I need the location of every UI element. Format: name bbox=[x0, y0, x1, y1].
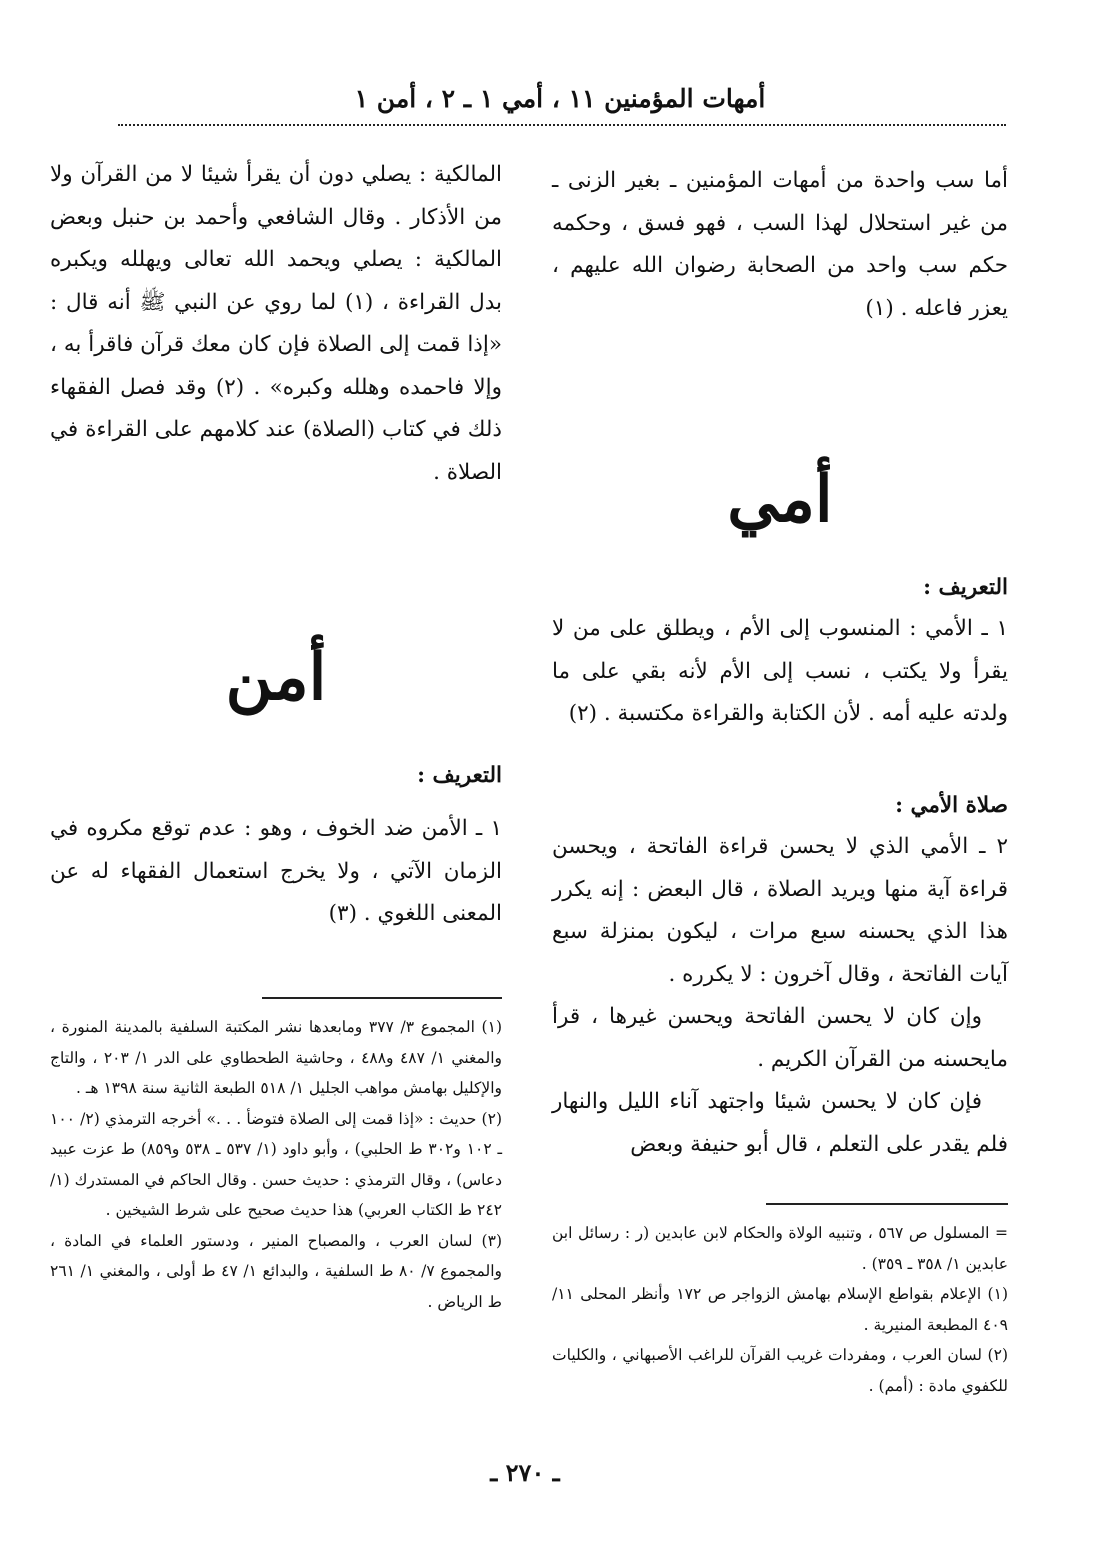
footnote: (١) الإعلام بقواطع الإسلام بهامش الزواجر ص ١٧٢ وأنظر المحلى ١١/ ٤٠٩ المطبعة المنيرية . bbox=[552, 1285, 1008, 1334]
definition-paragraph: ١ ـ الأمن ضد الخوف ، وهو : عدم توقع مكروه في الزمان الآتي ، ولا يخرج استعمال الفقهاء له عن المعنى اللغوي . (٣) bbox=[50, 816, 502, 926]
entry-title-amn: أمن bbox=[225, 640, 327, 715]
continuation-paragraph: المالكية : يصلي دون أن يقرأ شيئا لا من القرآن ولا من الأذكار . وقال الشافعي وأحمد بن حنبل وبعض المالكية : يصلي ويحمد الله تعالى ويهلله ويكبره بدل القراءة ، (١) لما روي عن النبي ﷺ أنه قال : «إذا قمت إلى الصلاة فإن كان معك قرآن فاقرأ به ، وإلا فاحمده وهلله وكبره» . (٢) وقد فصل الفقهاء ذلك في كتاب (الصلاة) عند كلامهم على القراءة في الصلاة . bbox=[50, 162, 503, 485]
footnote-divider bbox=[262, 997, 502, 999]
definition-heading: التعريف : bbox=[923, 575, 1008, 600]
footnote: (٢) لسان العرب ، ومفردات غريب القرآن للراغب الأصبهاني ، والكليات للكفوي مادة : (أمم) . bbox=[552, 1346, 1008, 1395]
footnote: (٣) لسان العرب ، والمصباح المنير ، ودستور العلماء في المادة ، والمجموع ٧/ ٨٠ ط السلفية ، والبدائع ١/ ٤٧ ط أولى ، والمغني ١/ ٢٦١ ط الرياض . bbox=[50, 1231, 502, 1311]
intro-paragraph: أما سب واحدة من أمهات المؤمنين ـ بغير الزنى ـ من غير استحلال لهذا السب ، فهو فسق ، وحكمه حكم سب واحد من الصحابة رضوان الله عليهم ، يعزر فاعله . (١) bbox=[552, 168, 1008, 321]
entry-title-ummi: أمي bbox=[727, 462, 833, 537]
definition-paragraph: ١ ـ الأمي : المنسوب إلى الأم ، ويطلق على من لا يقرأ ولا يكتب ، نسب إلى الأم لأنه بقي على ما ولدته عليه أمه . لأن الكتابة والقراءة مكتسبة . (٢) bbox=[552, 616, 1008, 726]
prayer-paragraph: وإن كان لا يحسن الفاتحة ويحسن غيرها ، قرأ مايحسنه من القرآن الكريم . bbox=[552, 1004, 1008, 1072]
running-header: أمهات المؤمنين ١١ ، أمي ١ ـ ٢ ، أمن ١ bbox=[354, 84, 766, 113]
page-number: ـ ٢٧٠ ـ bbox=[490, 1458, 560, 1487]
ummi-prayer-section bbox=[552, 786, 1008, 1166]
continuation-block bbox=[50, 154, 502, 494]
header-divider bbox=[118, 124, 1006, 126]
prayer-heading: صلاة الأمي : bbox=[895, 793, 1008, 818]
footnote: (٢) حديث : «إذا قمت إلى الصلاة فتوضأ . . .» أخرجه الترمذي (٢/ ١٠٠ ـ ١٠٢ و٣٠٢ ط الحلبي) ، وأبو داود (١/ ٥٣٧ ـ ٥٣٨ و٨٥٩) ط عزت عبيد دعاس) ، وقال الترمذي : حديث حسن . وقال الحاكم في المستدرك (١/ ٢٤٢ ط الكتاب العربي) هذا حديث صحيح على شرط الشيخين . bbox=[50, 1109, 503, 1219]
right-footnotes bbox=[552, 1218, 1008, 1401]
definition-heading: التعريف : bbox=[417, 763, 502, 788]
intro-block bbox=[552, 160, 1008, 330]
ummi-definition-section bbox=[552, 568, 1008, 736]
prayer-paragraph: ٢ ـ الأمي الذي لا يحسن قراءة الفاتحة ، ويحسن قراءة آية منها ويريد الصلاة ، قال البعض : إنه يكرر هذا الذي يحسنه سبع مرات ، ليكون بمنزلة سبع آيات الفاتحة ، وقال آخرون : لا يكرره . bbox=[552, 834, 1008, 987]
footnote: (١) المجموع ٣/ ٣٧٧ ومابعدها نشر المكتبة السلفية بالمدينة المنورة ، والمغني ١/ ٤٨٧ و٤٨٨ ، وحاشية الطحطاوي على الدر ١/ ٢٠٣ ، والتاج والإكليل بهامش مواهب الجليل ١/ ٥١٨ الطبعة الثانية سنة ١٣٩٨ هـ . bbox=[50, 1018, 502, 1097]
footnote-divider bbox=[766, 1203, 1008, 1205]
footnote: = المسلول ص ٥٦٧ ، وتنبيه الولاة والحكام لابن عابدين (ر : رسائل ابن عابدين ١/ ٣٥٨ ـ ٣٥٩) . bbox=[552, 1224, 1008, 1273]
amn-definition-section bbox=[50, 756, 502, 936]
left-footnotes bbox=[50, 1012, 502, 1317]
prayer-paragraph: فإن كان لا يحسن شيئا واجتهد آناء الليل والنهار فلم يقدر على التعلم ، قال أبو حنيفة وبعض bbox=[552, 1089, 1008, 1157]
